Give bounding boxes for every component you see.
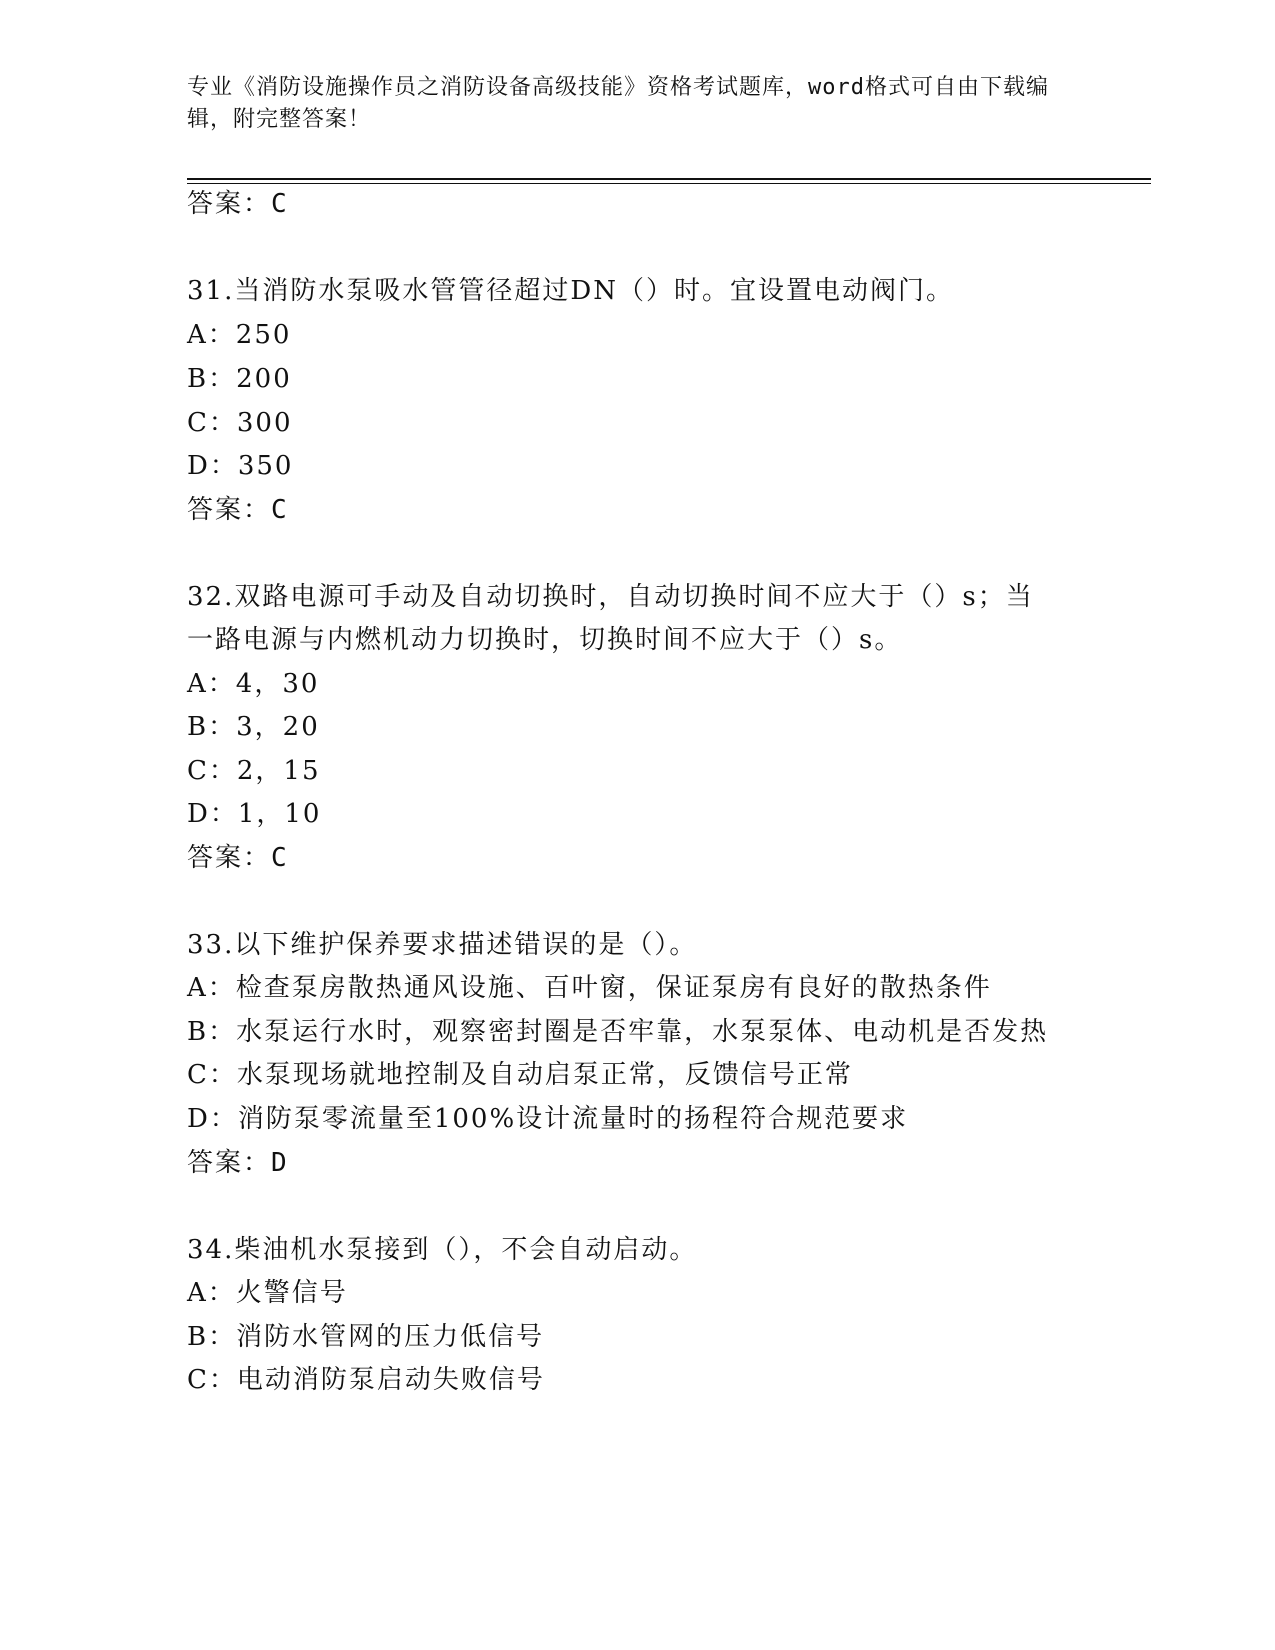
question-32-stem-line-1 bbox=[187, 579, 1034, 615]
answer-label: 答案： bbox=[187, 843, 272, 873]
question-34-option-c: C：电动消防泵启动失败信号 bbox=[187, 1365, 545, 1395]
question-33-option-a: A：检查泵房散热通风设施、百叶窗，保证泵房有良好的散热条件 bbox=[187, 973, 992, 1003]
answer-q30 bbox=[187, 186, 289, 222]
answer-value: C bbox=[271, 495, 289, 525]
question-number: 34. bbox=[187, 1235, 235, 1265]
question-number: 32. bbox=[187, 582, 235, 612]
answer-value: C bbox=[271, 843, 289, 873]
question-33-option-d: D：消防泵零流量至100%设计流量时的扬程符合规范要求 bbox=[187, 1104, 909, 1134]
question-32-stem-line-2: 一路电源与内燃机动力切换时，切换时间不应大于（）s。 bbox=[187, 625, 903, 655]
question-32-option-d: D：1，10 bbox=[187, 799, 322, 829]
header-divider-thin bbox=[187, 183, 1151, 184]
header-divider-thick bbox=[187, 178, 1151, 180]
answer-value: D bbox=[271, 1148, 289, 1178]
answer-label: 答案： bbox=[187, 1148, 272, 1178]
question-31-option-d: D：350 bbox=[187, 451, 294, 481]
document-header: 专业《消防设施操作员之消防设备高级技能》资格考试题库，word格式可自由下载编辑，附完整答案！ bbox=[187, 75, 1049, 132]
question-34-option-b: B：消防水管网的压力低信号 bbox=[187, 1322, 545, 1352]
question-text: 双路电源可手动及自动切换时，自动切换时间不应大于（）s；当 bbox=[234, 582, 1034, 612]
question-text: 以下维护保养要求描述错误的是（）。 bbox=[234, 930, 698, 960]
question-33-option-c: C：水泵现场就地控制及自动启泵正常，反馈信号正常 bbox=[187, 1060, 853, 1090]
question-text: 当消防水泵吸水管管径超过DN（）时。宜设置电动阀门。 bbox=[234, 276, 954, 306]
question-31-option-c: C：300 bbox=[187, 408, 293, 438]
question-34-stem bbox=[187, 1232, 697, 1268]
question-31-option-b: B：200 bbox=[187, 364, 292, 394]
answer-q33 bbox=[187, 1145, 289, 1181]
question-32-option-a: A：4，30 bbox=[187, 669, 320, 699]
question-31-stem bbox=[187, 273, 954, 309]
question-33-option-b: B：水泵运行水时，观察密封圈是否牢靠，水泵泵体、电动机是否发热 bbox=[187, 1017, 1049, 1047]
answer-q32 bbox=[187, 840, 289, 876]
question-number: 33. bbox=[187, 930, 235, 960]
question-text: 柴油机水泵接到（），不会自动启动。 bbox=[234, 1235, 698, 1265]
question-32-option-b: B：3，20 bbox=[187, 712, 320, 742]
answer-label: 答案： bbox=[187, 495, 272, 525]
question-number: 31. bbox=[187, 276, 235, 306]
question-32-option-c: C：2，15 bbox=[187, 756, 321, 786]
question-31-option-a: A：250 bbox=[187, 320, 292, 350]
answer-label: 答案： bbox=[187, 189, 272, 219]
answer-q31 bbox=[187, 492, 289, 528]
question-33-stem bbox=[187, 927, 697, 963]
question-34-option-a: A：火警信号 bbox=[187, 1278, 348, 1308]
answer-value: C bbox=[271, 189, 289, 219]
